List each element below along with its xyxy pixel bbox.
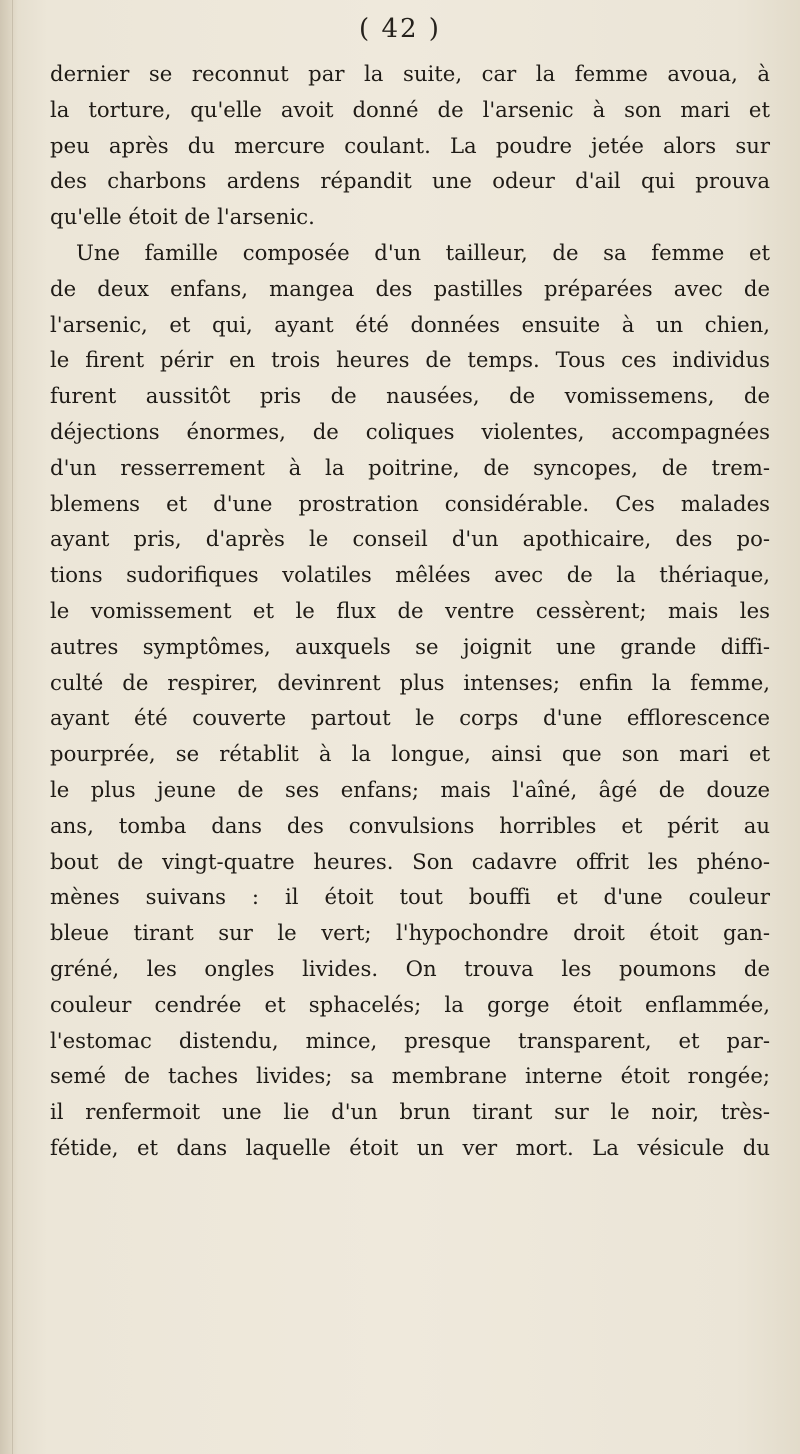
text-line: autres symptômes, auxquels se joignit une grande diffi- [50, 633, 770, 659]
text-line: bleue tirant sur le vert; l'hypochondre droit étoit gan- [50, 920, 770, 946]
text-line: ans, tomba dans des convulsions horribles et périt au [50, 812, 770, 838]
text-line: Une famille composée d'un tailleur, de sa femme et [76, 239, 770, 265]
text-line: peu après du mercure coulant. La poudre jetée alors sur [50, 132, 770, 158]
text-line: la torture, qu'elle avoit donné de l'arsenic à son mari et [50, 96, 770, 122]
text-line: des charbons ardens répandit une odeur d'ail qui prouva [50, 168, 770, 194]
text-line: tions sudorifiques volatiles mêlées avec de la thériaque, [50, 562, 770, 588]
text-line: bout de vingt-quatre heures. Son cadavre offrit les phéno- [50, 848, 770, 874]
text-line: de deux enfans, mangea des pastilles préparées avec de [50, 275, 770, 301]
text-line: gréné, les ongles livides. On trouva les poumons de [50, 955, 770, 981]
page-binding-edge [0, 0, 18, 1454]
text-line: qu'elle étoit de l'arsenic. [50, 204, 315, 230]
text-line: ayant été couverte partout le corps d'une efflorescence [50, 705, 770, 731]
text-line: l'arsenic, et qui, ayant été données ensuite à un chien, [50, 311, 770, 337]
text-line: semé de taches livides; sa membrane interne étoit rongée; [50, 1063, 770, 1089]
text-line: l'estomac distendu, mince, presque transparent, et par- [50, 1027, 770, 1053]
text-line: blemens et d'une prostration considérable. Ces malades [50, 490, 770, 516]
text-line: mènes suivans : il étoit tout bouffi et d'une couleur [50, 884, 770, 910]
body-text [50, 56, 770, 1166]
text-line: fétide, et dans laquelle étoit un ver mort. La vésicule du [50, 1134, 770, 1160]
text-line: furent aussitôt pris de nausées, de vomissemens, de [50, 383, 770, 409]
text-line: le plus jeune de ses enfans; mais l'aîné, âgé de douze [50, 776, 770, 802]
text-line: déjections énormes, de coliques violentes, accompagnées [50, 418, 770, 444]
page-margin-rule [12, 0, 13, 1454]
page-number: ( 42 ) [359, 14, 441, 44]
text-line: couleur cendrée et sphacelés; la gorge étoit enflammée, [50, 991, 770, 1017]
text-line: il renfermoit une lie d'un brun tirant sur le noir, très- [50, 1099, 770, 1125]
text-line: dernier se reconnut par la suite, car la femme avoua, à [50, 61, 770, 86]
text-line: le vomissement et le flux de ventre cessèrent; mais les [50, 597, 770, 623]
text-line: ayant pris, d'après le conseil d'un apothicaire, des po- [50, 526, 770, 552]
text-line: pourprée, se rétablit à la longue, ainsi que son mari et [50, 741, 770, 767]
text-line: le firent périr en trois heures de temps. Tous ces individus [50, 347, 770, 373]
text-line: d'un resserrement à la poitrine, de syncopes, de trem- [50, 454, 770, 480]
text-line: culté de respirer, devinrent plus intenses; enfin la femme, [50, 669, 770, 695]
